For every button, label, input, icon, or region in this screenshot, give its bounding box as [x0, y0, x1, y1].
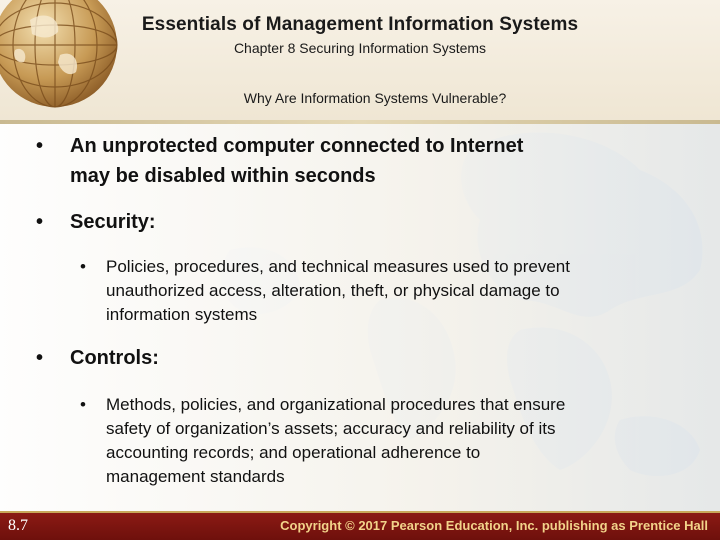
bullet-text-line: management standards: [106, 467, 285, 486]
section-title: Why Are Information Systems Vulnerable?: [243, 90, 507, 106]
bullet-text-line: Controls:: [70, 347, 159, 369]
bullet-text-line: safety of organization’s assets; accuracy and reliability of its: [106, 419, 556, 438]
bullet-symbol: •: [36, 211, 44, 233]
bullet-text-line: An unprotected computer connected to Internet: [70, 135, 524, 157]
slide-number: 8.7: [8, 517, 28, 534]
chapter-subtitle: Chapter 8 Securing Information Systems: [233, 40, 487, 56]
slide-header: [0, 0, 720, 122]
bullet-text-line: accounting records; and operational adherence to: [106, 443, 481, 462]
bullet-text-line: Methods, policies, and organizational procedures that ensure: [106, 395, 566, 414]
bullet-text-line: unauthorized access, alteration, theft, or physical damage to: [106, 281, 560, 300]
copyright-text: Copyright © 2017 Pearson Education, Inc. publishing as Prentice Hall: [280, 518, 708, 533]
bullet-symbol: •: [80, 257, 86, 276]
bullet-text-line: information systems: [106, 305, 258, 324]
bullet-text-line: Policies, procedures, and technical measures used to prevent: [106, 257, 570, 276]
bullet-symbol: •: [36, 347, 44, 369]
slide-footer: [0, 511, 720, 540]
bullet-symbol: •: [80, 395, 86, 414]
slide-title: Essentials of Management Information Systems: [141, 14, 579, 35]
bullet-symbol: •: [36, 135, 44, 157]
bullet-text-line: may be disabled within seconds: [70, 165, 376, 187]
bullet-text-line: Security:: [70, 211, 156, 233]
